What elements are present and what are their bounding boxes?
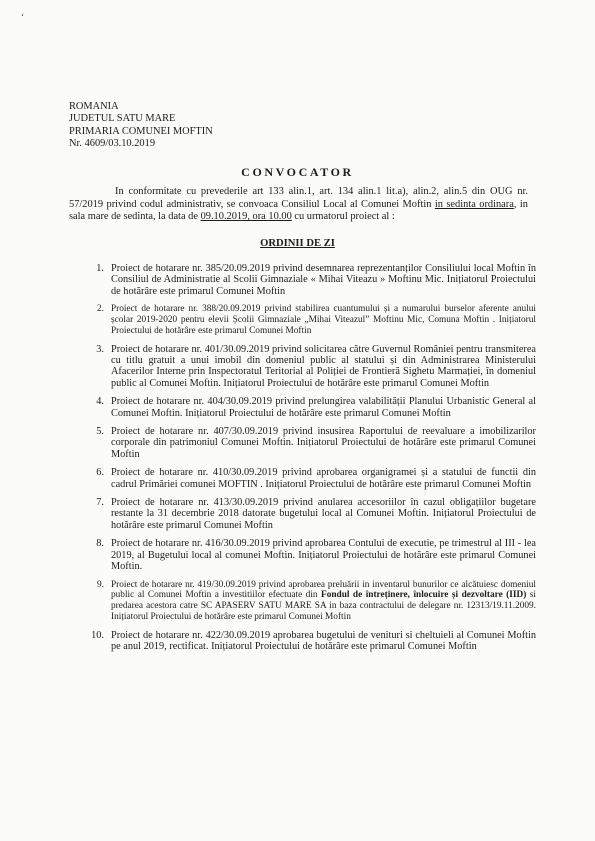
agenda-item-text: Proiect de hotarare nr. 385/20.09.2019 privind desemnarea reprezentanților Consiliului local Moftin în Consiliul de Administratie al Scolii Gimnaziale « Mihai Viteazu » Moftinu Mic. Inițiatorul Proiectului de hotărâre este primarul Comunei Moftin xyxy=(111,263,536,297)
header-institution: PRIMARIA COMUNEI MOFTIN xyxy=(69,125,213,137)
agenda-item xyxy=(74,344,536,390)
agenda-item-number: 10. xyxy=(91,629,104,641)
agenda-item-number: 2. xyxy=(97,304,104,315)
agenda-item-number: 4. xyxy=(96,396,104,408)
agenda-item-fund-name: Fondul de întreținere, înlocuire și dezvoltare (IID) xyxy=(321,590,527,601)
agenda-item-text: Proiect de hotarare nr. 407/30.09.2019 privind insusirea Raportului de reevaluare a imobilizarilor corporale din patrimoniul Comunei Moftin. Inițiatorul Proiectului de hotărâre este primarul Comunei Moftin xyxy=(111,426,536,460)
agenda-item-number: 9. xyxy=(97,579,104,590)
letterhead xyxy=(69,101,213,150)
agenda-item-number: 1. xyxy=(96,263,104,274)
agenda-item-text-part-1: Proiect de hotarare nr. 419/30.09.2019 privind aprobarea preluării in inventarul bunurilor ce alcătuiesc domeniul public al Comunei Moftin a investitiilor efectuate din xyxy=(111,579,536,601)
intro-paragraph xyxy=(69,186,528,224)
header-registration-number: Nr. 4609/03.10.2019 xyxy=(69,137,156,149)
intro-session-date: 09.10.2019, ora 10.00 xyxy=(200,211,292,223)
agenda-item xyxy=(74,467,536,490)
intro-text-3: cu urmatorul proiect al : xyxy=(291,211,395,223)
agenda-item xyxy=(74,396,536,419)
intro-session-type: in sedinta ordinara xyxy=(434,198,514,210)
agenda-item-number: 5. xyxy=(96,426,104,438)
agenda-title: ORDINII DE ZI xyxy=(260,238,335,249)
intro-text-1: In conformitate cu prevederile art 133 alin.1, art. 134 alin.1 lit.a), alin.2, alin.5 din OUG nr. 57/2019 privind codul administrativ, se convoaca Consiliul Local al Comunei Moftin xyxy=(69,186,528,210)
intro-text-2: , in sala mare de sedinta, la data de xyxy=(69,198,528,223)
agenda-item-text: Proiect de hotarare nr. 388/20.09.2019 privind stabilirea cuantumului și a numarului burselor aferente anului școlar 2019-2020 pentru elevii Școlii Gimnaziale „Mihai Viteazul” Moftinu Mic, Comuna Moftin . Inițiatorul Proiectului de hotărâre este primarul Comunei Moftin xyxy=(111,304,536,336)
agenda-item xyxy=(74,538,536,572)
margin-mark: ‘ xyxy=(21,12,24,22)
agenda-item-text: Proiect de hotarare nr. 401/30.09.2019 privind solicitarea către Guvernul României pentru transmiterea cu titlu gratuit a unui imobil din domeniul public al statului și din Administrarea Ministerului Afacerilor Interne prin Inspectoratul Teritorial al Poliției de Frontieră Sighetu Marmației, în domeniul public al Comunei Moftin. Inițiatorul Proiectului de hotărâre este primarul Comunei Moftin xyxy=(111,343,536,389)
agenda-item-number: 7. xyxy=(96,497,104,509)
agenda-item xyxy=(74,580,536,623)
header-county: JUDETUL SATU MARE xyxy=(69,113,176,125)
agenda-item-text: Proiect de hotarare nr. 410/30.09.2019 privind aprobarea organigramei și a statului de functii din cadrul Primăriei comunei MOFTIN . Inițiatorul Proiectului de hotărâre este primarul Comunei Moftin xyxy=(111,467,536,490)
agenda-item xyxy=(74,630,536,653)
agenda-item-text: Proiect de hotarare nr. 404/30.09.2019 privind prelungirea valabilității Planului Urbanistic General al Comunei Moftin. Inițiatorul Proiectului de hotărâre este primarul Comunei Moftin xyxy=(111,396,536,419)
agenda-item xyxy=(74,263,536,297)
header-country: ROMANIA xyxy=(69,101,119,112)
agenda-item-text: Proiect de hotarare nr. 422/30.09.2019 aprobarea bugetului de venituri si cheltuieli al Comunei Moftin pe anul 2019, rectificat. Inițiatorul Proiectului de hotărâre este primarul Comunei Moftin xyxy=(111,629,536,653)
document-title: CONVOCATOR xyxy=(241,165,354,179)
agenda-item-number: 6. xyxy=(96,467,104,479)
agenda-item xyxy=(74,426,536,460)
agenda-list xyxy=(74,263,536,660)
agenda-item xyxy=(74,497,536,531)
agenda-item-text: Proiect de hotarare nr. 413/30.09.2019 privind anularea accesoriilor în cazul obligațiilor bugetare restante la 31 decembrie 2018 datorate bugetului local al Comunei Moftin. Inițiatorul Proiectului de hotărâre este primarul Comunei Moftin xyxy=(111,497,536,531)
agenda-item-text: Proiect de hotarare nr. 416/30.09.2019 privind aprobarea Contului de executie, pe trimestrul al III - lea 2019, al Bugetului local al comunei Moftin. Inițiatorul Proiectului de hotărâre este primarul Comunei Moftin. xyxy=(111,538,536,573)
agenda-item-text-part-2: si predarea acestora catre SC APASERV SATU MARE SA in baza contractului de delegare nr. 12313/19.11.2009. Inițiatorul Proiectului de hotărâre este primarul Comunei Moftin xyxy=(111,590,536,622)
agenda-item-number: 8. xyxy=(96,538,104,550)
agenda-item xyxy=(74,304,536,336)
agenda-item-number: 3. xyxy=(96,343,104,355)
